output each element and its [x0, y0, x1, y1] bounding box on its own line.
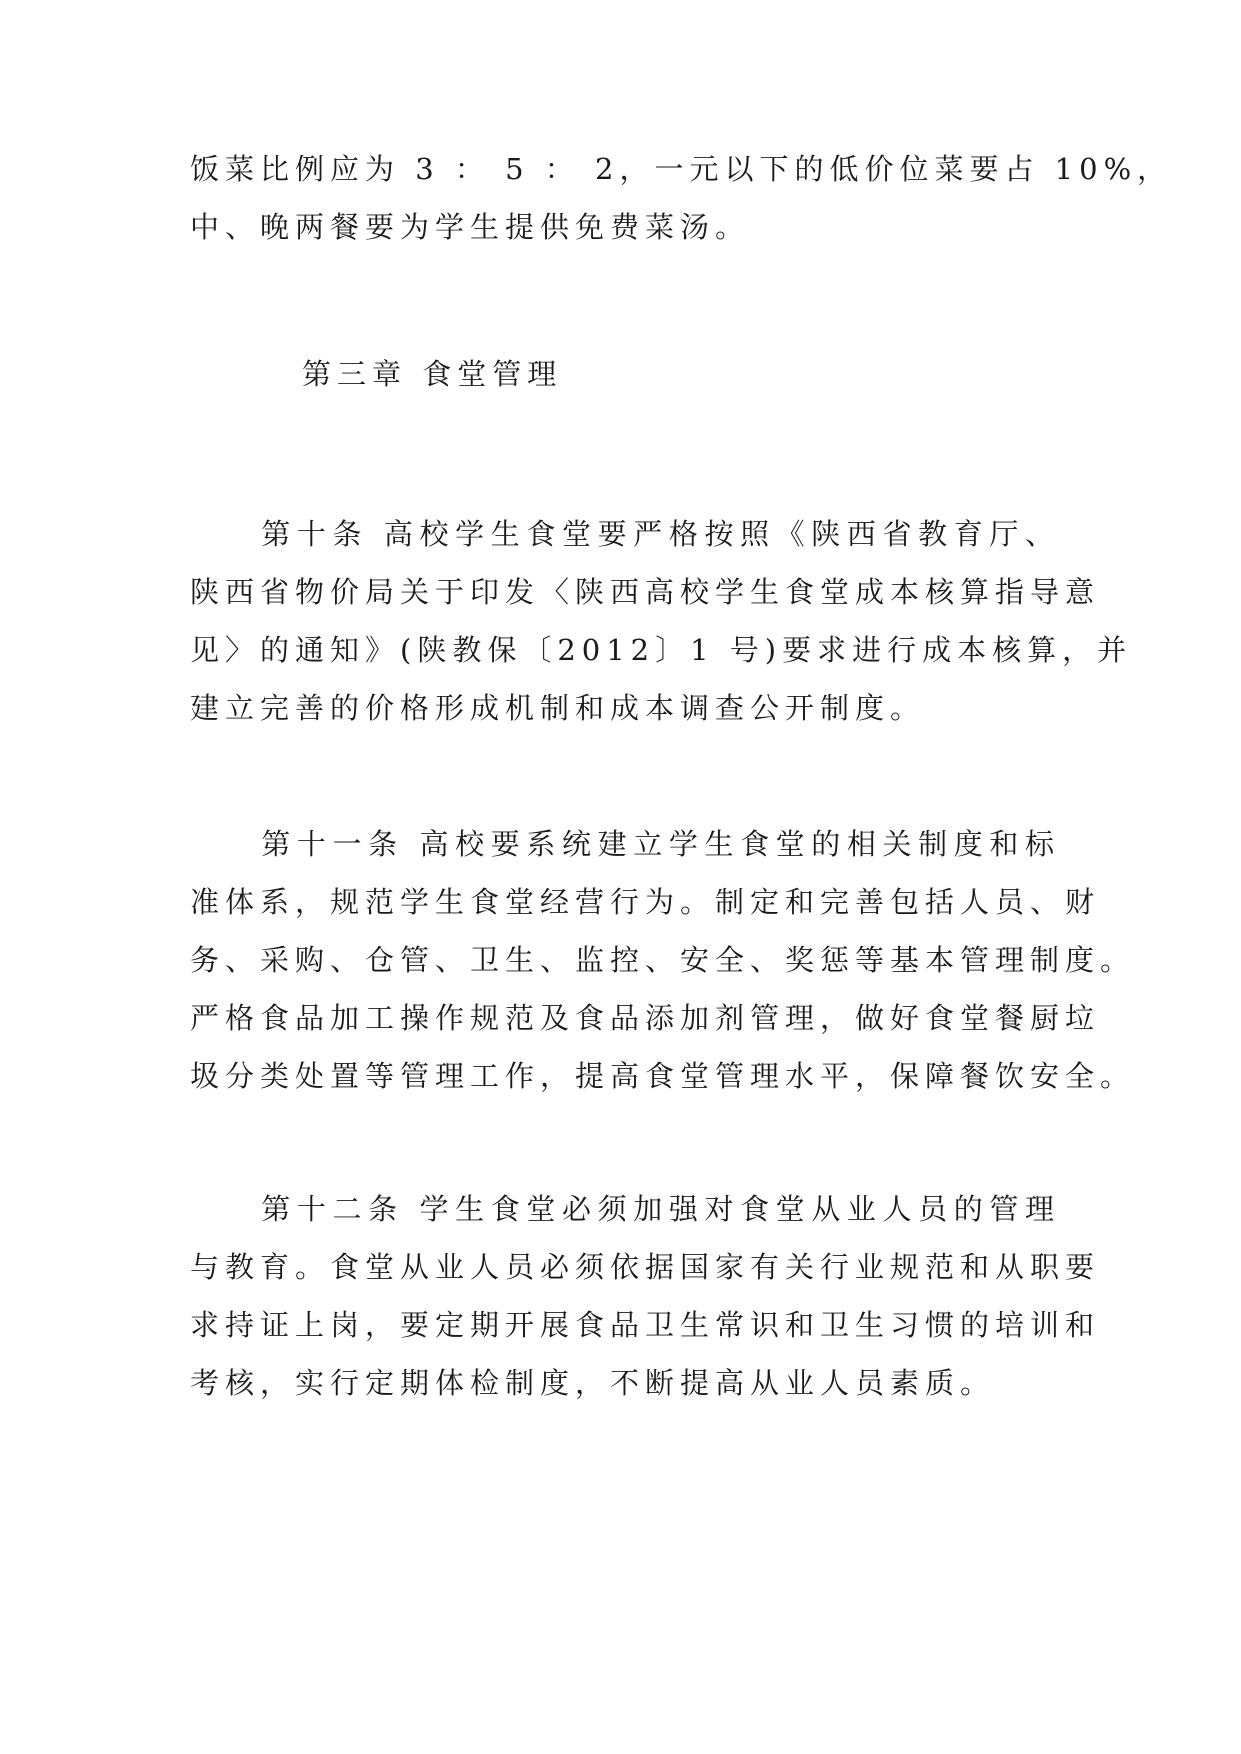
text-line: 见〉的通知》(陕教保〔2012〕1 号)要求进行成本核算，并	[190, 633, 1133, 667]
text-line: 圾分类处置等管理工作，提高食堂管理水平，保障餐饮安全。	[190, 1059, 1136, 1093]
article-11	[190, 815, 1136, 1105]
article-10	[190, 505, 1133, 737]
text-line: 与教育。食堂从业人员必须依据国家有关行业规范和从职要	[190, 1250, 1101, 1284]
text-line: 饭菜比例应为 3 ： 5 ： 2，一元以下的低价位菜要占 10%，	[190, 152, 1173, 186]
text-line: 中、晚两餐要为学生提供免费菜汤。	[190, 210, 751, 244]
chapter-heading: 第三章 食堂管理	[302, 357, 563, 391]
text-line: 严格食品加工操作规范及食品添加剂管理，做好食堂餐厨垃	[190, 1001, 1101, 1035]
paragraph-intro	[190, 140, 1173, 256]
text-line: 第十一条 高校要系统建立学生食堂的相关制度和标	[190, 827, 1060, 861]
text-line: 第十条 高校学生食堂要严格按照《陕西省教育厅、	[190, 517, 1060, 551]
text-line: 建立完善的价格形成机制和成本调查公开制度。	[190, 691, 926, 725]
text-line: 务、采购、仓管、卫生、监控、安全、奖惩等基本管理制度。	[190, 943, 1136, 977]
text-line: 准体系，规范学生食堂经营行为。制定和完善包括人员、财	[190, 885, 1101, 919]
text-line: 求持证上岗，要定期开展食品卫生常识和卫生习惯的培训和	[190, 1308, 1101, 1342]
text-line: 陕西省物价局关于印发〈陕西高校学生食堂成本核算指导意	[190, 575, 1101, 609]
text-line: 考核，实行定期体检制度，不断提高从业人员素质。	[190, 1366, 996, 1400]
article-12	[190, 1180, 1101, 1412]
text-line: 第十二条 学生食堂必须加强对食堂从业人员的管理	[190, 1192, 1060, 1226]
